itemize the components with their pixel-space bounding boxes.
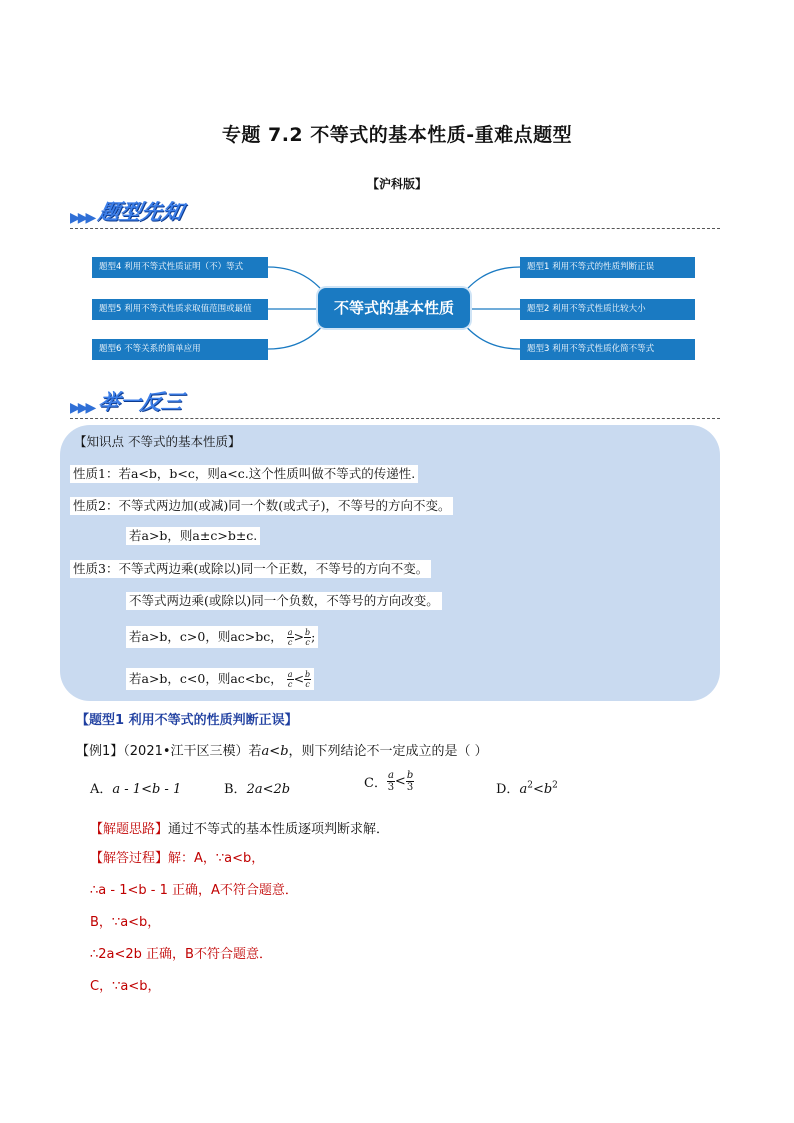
- edition-label: 【沪科版】: [366, 177, 427, 191]
- lt-sign: <: [269, 744, 281, 759]
- example-text: 若a>b，c>0，则ac>bc，: [129, 629, 283, 644]
- example-question: [76, 740, 488, 759]
- question-type-title: 【题型1 利用不等式的性质判断正误】: [76, 713, 298, 728]
- option-c: C． $\frac{a}{3}$ < $\frac{b}{3}$: [364, 770, 414, 793]
- var-a: a: [261, 744, 270, 759]
- section-divider: [70, 418, 720, 419]
- section-label-practice: 举一反三: [96, 390, 186, 414]
- property-3: 性质3：不等式两边乘(或除以)同一个正数，不等号的方向不变。: [70, 560, 431, 578]
- mindmap-item-type1: 题型1 利用不等式的性质判断正误: [520, 257, 695, 278]
- example-suffix: ，则下列结论不一定成立的是（ ）: [288, 744, 488, 759]
- solution-idea: 【解题思路】通过不等式的基本性质逐项判断求解．: [90, 822, 390, 837]
- knowledge-box: [60, 425, 720, 701]
- relation-sign: <: [293, 671, 305, 686]
- property-2: 性质2：不等式两边加(或减)同一个数(或式子)，不等号的方向不变。: [70, 497, 453, 515]
- section-label-preview: 题型先知: [96, 200, 186, 224]
- solution-line-2: ∴a - 1<b - 1 正确，A不符合题意．: [90, 883, 298, 898]
- section-header-practice: [70, 388, 186, 416]
- mindmap-center: 不等式的基本性质: [318, 288, 470, 328]
- mindmap-item-type6: 题型6 不等关系的简单应用: [92, 339, 268, 360]
- solution-process: 【解答过程】解：A，∵a<b，: [90, 851, 265, 866]
- fraction-a-over-3: $\frac{a}{3}$: [387, 770, 395, 793]
- property-2-example: 若a>b，则a±c>b±c.: [126, 527, 260, 545]
- terminator: ;: [311, 629, 316, 644]
- arrows-icon: ▶▶▶: [70, 400, 94, 416]
- property-3-negative: 不等式两边乘(或除以)同一个负数，不等号的方向改变。: [126, 592, 442, 610]
- fraction-b-over-c: $\frac{b}{c}$: [305, 670, 311, 689]
- mindmap-item-type4: 题型4 利用不等式性质证明（不）等式: [92, 257, 268, 278]
- fraction-a-over-c: $\frac{a}{c}$: [287, 670, 293, 689]
- solution-line-5: C，∵a<b，: [90, 979, 161, 994]
- mindmap: [70, 250, 720, 365]
- section-divider: [70, 228, 720, 229]
- knowledge-title: 【知识点 不等式的基本性质】: [74, 434, 241, 449]
- var-b: b: [280, 744, 289, 759]
- example-prefix: 【例1】（2021•江干区三模）若: [76, 744, 262, 759]
- relation-sign: >: [293, 629, 305, 644]
- option-b: B．2a<2b: [224, 782, 291, 797]
- property-3-example-positive: [126, 626, 318, 648]
- fraction-a-over-c: $\frac{a}{c}$: [287, 628, 293, 647]
- option-a: A．a - 1<b - 1: [90, 782, 182, 797]
- arrows-icon: ▶▶▶: [70, 210, 94, 226]
- mindmap-item-type3: 题型3 利用不等式性质化简不等式: [520, 339, 695, 360]
- solution-line-4: ∴2a<2b 正确，B不符合题意．: [90, 947, 272, 962]
- property-1: 性质1：若a<b，b<c，则a<c.这个性质叫做不等式的传递性.: [70, 465, 418, 483]
- solution-line-3: B，∵a<b，: [90, 915, 161, 930]
- option-d: D．$a^2<b^2$: [496, 780, 558, 797]
- page-title: 专题 7.2 不等式的基本性质-重难点题型: [221, 124, 573, 146]
- mindmap-item-type5: 题型5 利用不等式性质求取值范围或最值: [92, 299, 268, 320]
- fraction-b-over-c: $\frac{b}{c}$: [305, 628, 311, 647]
- mindmap-item-type2: 题型2 利用不等式性质比较大小: [520, 299, 695, 320]
- section-header-preview: [70, 198, 186, 226]
- fraction-b-over-3: $\frac{b}{3}$: [406, 770, 414, 793]
- example-text: 若a>b，c<0，则ac<bc，: [129, 671, 283, 686]
- property-3-example-negative: [126, 668, 314, 690]
